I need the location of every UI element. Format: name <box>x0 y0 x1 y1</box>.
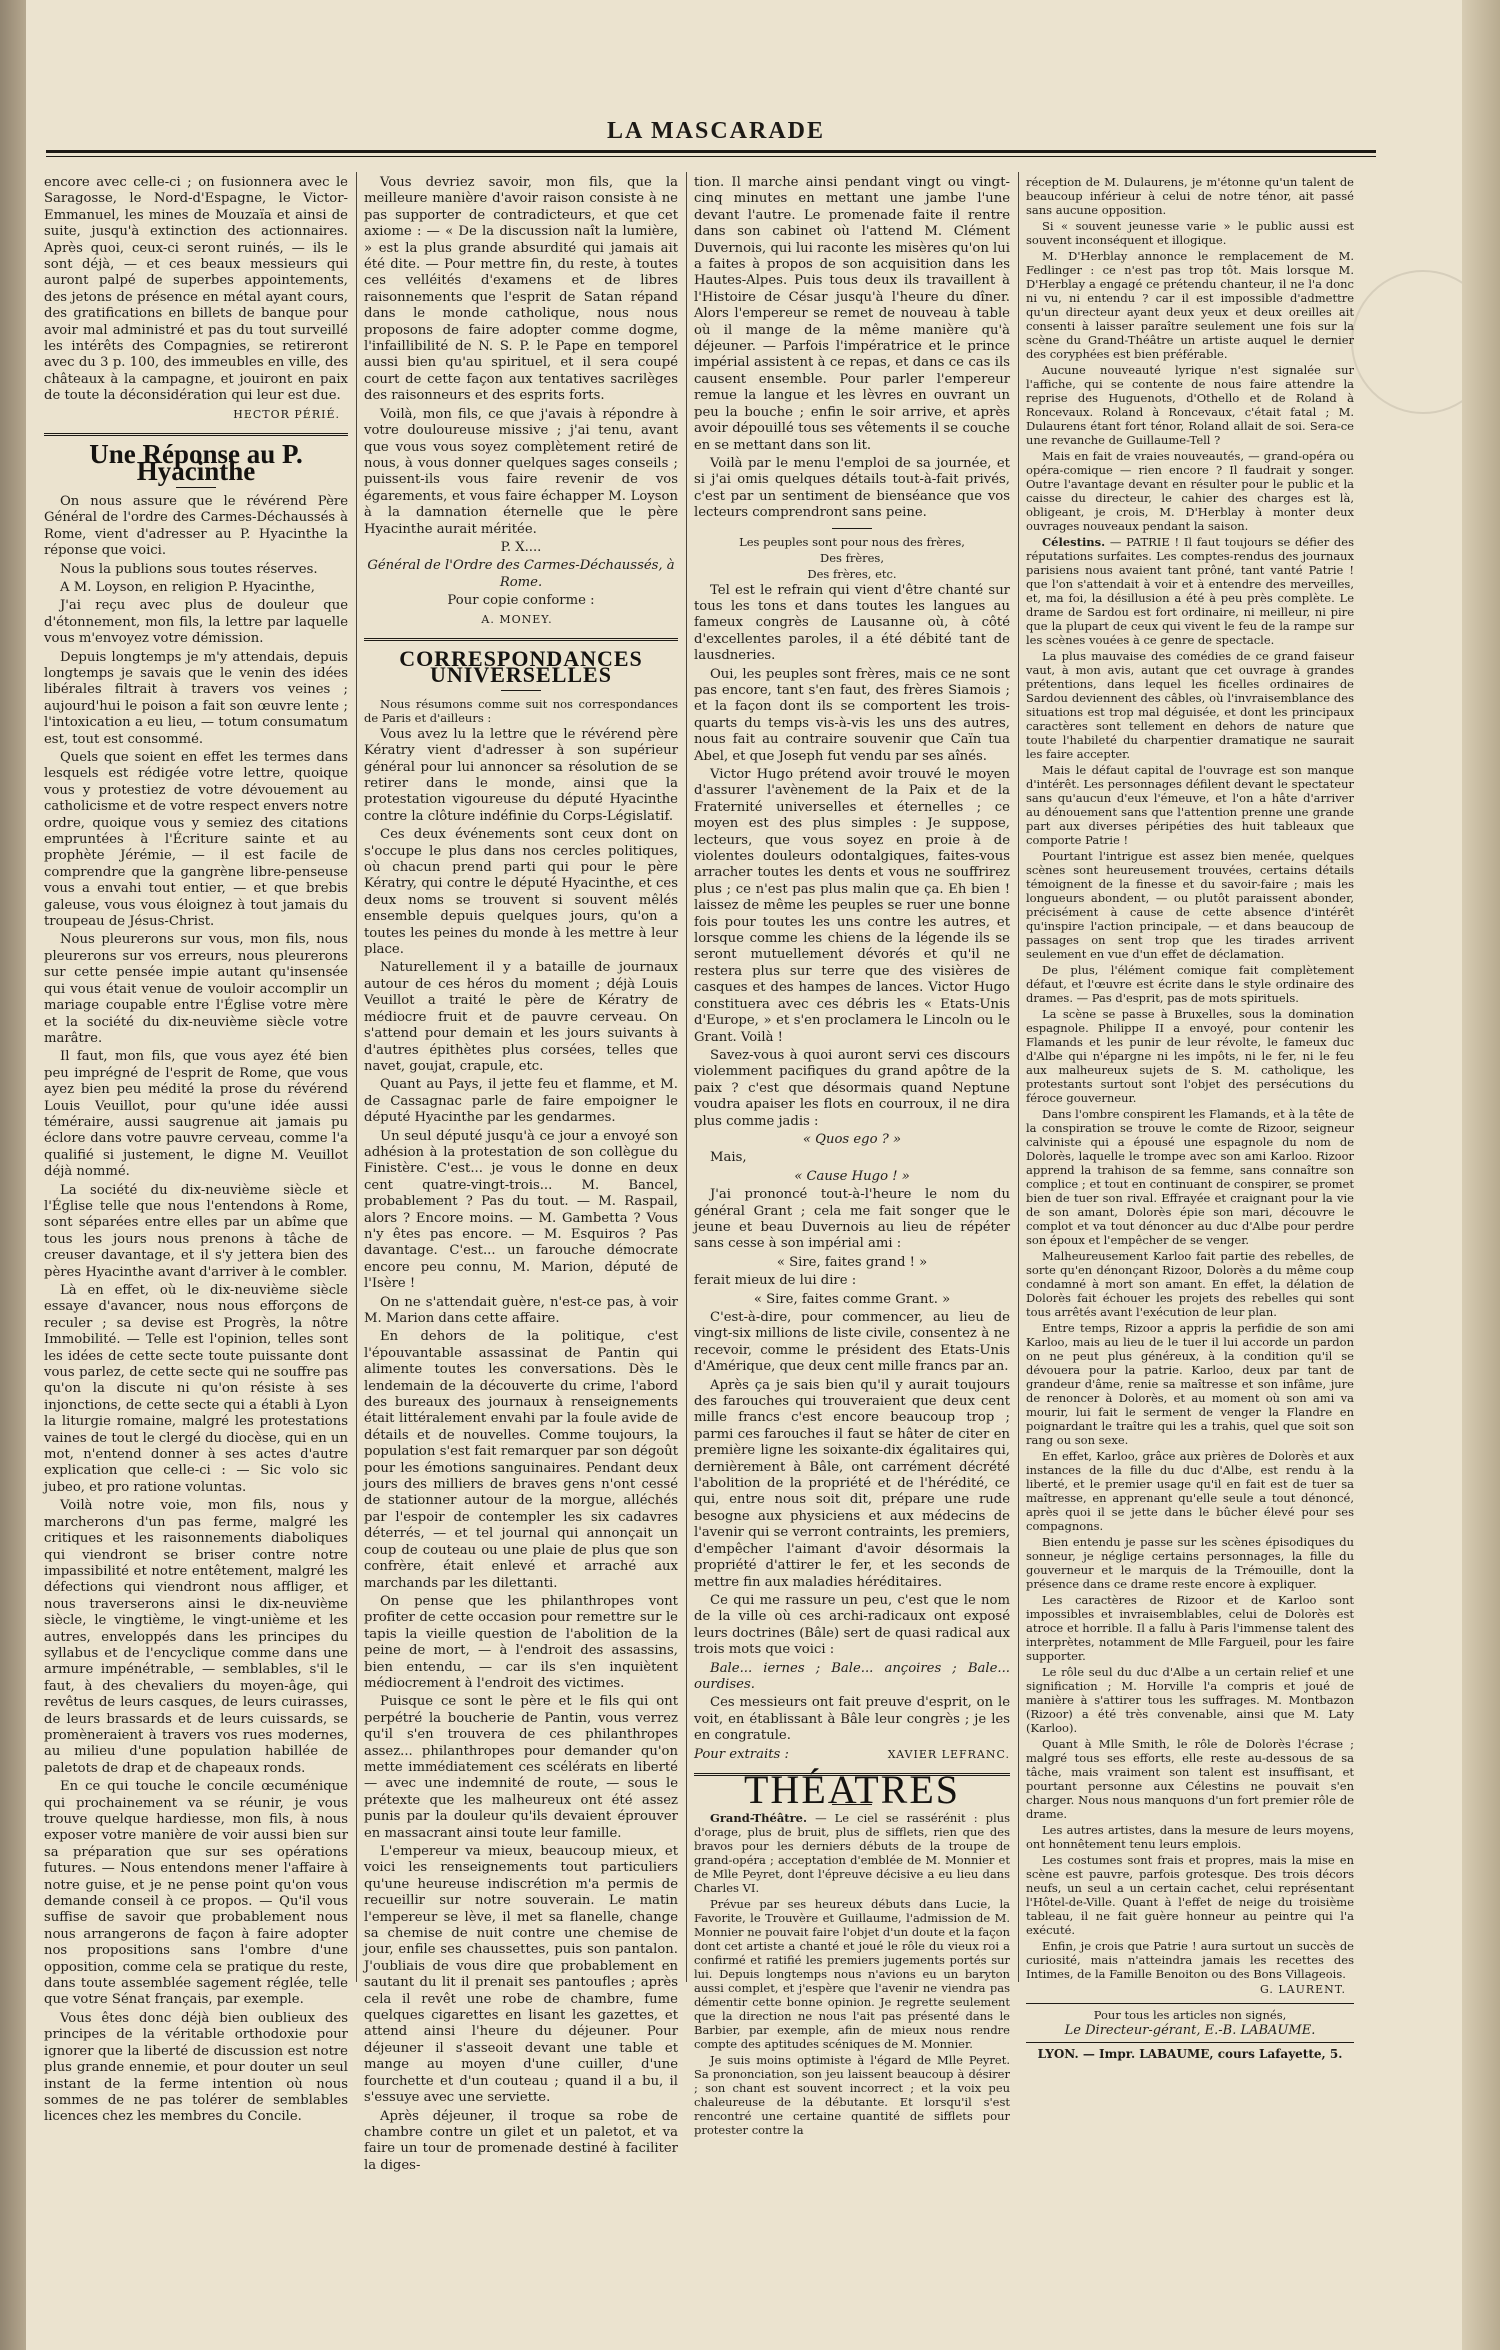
extracts-signature: XAVIER LEFRANC. <box>887 1747 1010 1761</box>
signature-title: Général de l'Ordre des Carmes-Déchaussés, à Rome. <box>367 558 675 590</box>
article-text: Vous devriez savoir, mon fils, que la meilleure manière d'avoir raison consiste à ne pas supporter de contradicteurs, et que cet axiome : — « De la discussion naît la lumière, » est la plus grande absurdité qui jamais ait été dite. — Pour mettre fin, du reste, à toutes ces velléités d'examens et de libres raisonnements que l'esprit de Satan répand dans le monde catholique, nous nous proposons de faire adopter comme dogme, l'infaillibilité de N. S. P. le Pape en temporel aussi bien qu'au spirituel, et il sera coupé court de cette façon aux tentatives sacrilèges des raisonneurs et des esprits forts. <box>364 175 678 404</box>
theatre-review-text: — Le ciel se rassérénit : plus d'orage, plus de bruit, plus de sifflets, rien que des bravos pour les derniers débuts de la troupe de grand-opéra ; acceptation d'emblée de M. Monnier et de Mlle Peyret, dont l'épreuve décisive a eu lieu dans Charles VI. <box>694 1811 1011 1896</box>
verse-line: Des frères, <box>819 550 884 565</box>
article-text: La société du dix-neuvième siècle et l'Église telle que nous l'entendons à Rome, sont séparées entre elles par un abîme que tous les jours nous prenons à tâche de creuser davantage, et il s'y jettera bien des pères Hyacinthe avant d'arriver à le combler. <box>44 1182 348 1280</box>
copy-note: Pour copie conforme : <box>447 593 595 609</box>
theatre-review-text: Dans l'ombre conspirent les Flamands, et à la tête de la conspiration se trouve le comte de Rizoor, seigneur calviniste qui a épousé une espagnole du nom de Dolorès, laquelle le trompe avec son ami Karloo. Rizoor apprend la trahison de sa femme, sans connaître son complice ; et tout en continuant de conspirer, se promet bien de tuer son rival. Effrayée et craignant pour la vie de son amant, Dolorès épie son mari, découvre le complot et va tout dénoncer au duc d'Albe pour perdre son époux et l'empêcher de se venger. <box>1026 1107 1354 1247</box>
article-text: Là en effet, où le dix-neuvième siècle essaye d'avancer, nous nous efforçons de reculer ; sa devise est Progrès, la nôtre Immobilité. — Telle est l'opinion, telles sont les idées de cette secte toute puissante dont vous parlez, de cette secte qui ne souffre pas qu'on la discute ni qu'on résiste à ses injonctions, de cette secte qui a établi à Lyon la liturgie romaine, malgré les protestations vaines de tout le clergé du diocèse, qui en un mot, n'entend donner à ses actes d'autre explication que celle-ci : — Sic volo sic jubeo, et pro ratione voluntas. <box>44 1283 348 1495</box>
column-divider <box>686 172 687 1982</box>
footer-rule <box>1026 2042 1354 2043</box>
theatre-review-text: Prévue par ses heureux débuts dans Lucie, la Favorite, le Trouvère et Guillaume, l'admission de M. Monnier ne pouvait faire l'objet d'un doute et la façon dont cet artiste a chanté et joué le rôle du vieux roi a confirmé et ratifié les premiers jugements portés sur lui. Depuis longtemps nous n'avions eu un baryton aussi complet, et j'espère que l'avenir ne viendra pas démentir cette bonne opinion. Je regrette seulement que la direction ne nous l'ait pas présenté dans le Barbier, par exemple, afin de mieux nous rendre compte des aptitudes scéniques de M. Monnier. <box>694 1897 1010 2052</box>
article-text: Vous êtes donc déjà bien oublieux des principes de la véritable orthodoxie pour ignorer que la liberté de discussion est notre plus grande ennemie, et pour douter un seul instant de la ferme intention où nous sommes de ne pas tolérer de semblables licences chez les membres du Concile. <box>44 2010 348 2125</box>
column-1 <box>44 175 348 2125</box>
section-rule <box>364 638 678 641</box>
article-text: Quant au Pays, il jette feu et flamme, et M. de Cassagnac parle de faire empoigner le député Hyacinthe par les gendarmes. <box>364 1077 678 1126</box>
article-text: Quels que soient en effet les termes dans lesquels est rédigée votre lettre, quoique vous y protestiez de votre dévouement au catholicisme et de votre respect envers notre ordre, quoique vous y semiez des citations empruntées à l'Écriture sainte et au prophète Jérémie, — il est facile de comprendre que la gangrène libre-penseuse vous a envahi tout entier, — et que brebis galeuse, vous vous éloignez à tout jamais du troupeau de Jésus-Christ. <box>44 750 348 930</box>
theatre-review-text: Je suis moins optimiste à l'égard de Mlle Peyret. Sa prononciation, son jeu laissent beaucoup à désirer ; son chant est souvent incorrect ; et la voix peu chaleureuse de la débutante. Et lorsqu'il s'est rencontré une certaine quantité de sifflets pour protester contre la <box>694 2053 1010 2138</box>
editor-credit: Le Directeur-gérant, E.-B. LABAUME. <box>1064 2023 1316 2038</box>
theatre-review-text: Si « souvent jeunesse varie » le public aussi est souvent inconséquent et illogique. <box>1026 219 1354 247</box>
theatre-review-text: Entre temps, Rizoor a appris la perfidie de son ami Karloo, mais au lieu de le tuer il lui accorde un pardon on ne peut plus généreux, à la condition qu'il se dévouera pour la patrie. Karloo, deux par tant de grandeur d'âme, renie sa maîtresse et son infâme, jure de renoncer à Dolorès, et au moment où son ami va mourir, lui fait le serment de venger la Flandre en poignardant le traître qui les a trahis, quel que soit son rang ou son sexe. <box>1026 1321 1354 1447</box>
theatre-review-text: Bien entendu je passe sur les scènes épisodiques du sonneur, je néglige certains personnages, la fille du gouverneur et le marquis de la Trémouille, dont la présence dans ce drame reste encore à expliquer. <box>1026 1535 1354 1591</box>
column-divider <box>356 172 357 1982</box>
article-text: J'ai prononcé tout-à-l'heure le nom du général Grant ; cela me fait songer que le jeune et beau Duvernois au lieu de répéter sans cesse à son impérial ami : <box>694 1187 1010 1252</box>
column-4 <box>1026 175 1355 2061</box>
theatre-review <box>694 1811 1010 1895</box>
theatre-review-text: La plus mauvaise des comédies de ce grand faiseur vaut, à mon avis, autant que cet ouvrage à grandes prétentions, dans lequel les ficelles ordinaires de Sardou deviennent des câbles, où l'invraisemblance des situations est trop mal déguisée, et dont les principaux caractères sont tellement en dehors de nature que toute l'habileté du charpentier dramatique ne saurait les faire accepter. <box>1026 649 1354 761</box>
theatre-review-text: Les caractères de Rizoor et de Karloo sont impossibles et invraisemblables, celui de Dolorès est atroce et horrible. Il a fallu à Paris l'immense talent des interprètes, notamment de Mlle Fargueil, pour les faire supporter. <box>1026 1593 1354 1663</box>
theatre-name: Célestins. <box>1042 535 1106 549</box>
copy-signature: A. MONEY. <box>481 612 553 626</box>
article-text: Nous pleurerons sur vous, mon fils, nous pleurerons sur vos erreurs, nous pleurerons sur cette pensée impie autant qu'insensée qui vous était venue de vouloir accomplir un mariage coupable entre l'Église votre mère et la société du dix-neuvième siècle votre marâtre. <box>44 932 348 1046</box>
article-text: Voilà par le menu l'emploi de sa journée, et si j'ai omis quelques détails tout-à-fait privés, c'est par un sentiment de bienséance que vos lecteurs comprendront sans peine. <box>694 455 1010 521</box>
column-3 <box>694 175 1011 2138</box>
article-text: Naturellement il y a bataille de journaux autour de ces héros du moment ; déjà Louis Veuillot a traité le père de Kératry de médiocre fruit et de pauvre cerveau. On s'attend pour demain et les jours suivants à d'autres épithètes plus corsées, telles que navet, goujat, crapule, etc. <box>364 960 678 1074</box>
article-text: Mais, <box>710 1150 747 1166</box>
quotation: « Quos ego ? » <box>802 1131 902 1147</box>
theatre-review-text: Les costumes sont frais et propres, mais la mise en scène est pauvre, parfois grotesque. Des trois décors neufs, un seul a un certain cachet, celui représentant l'Hôtel-de-Ville. Quant à l'effet de neige du troisième tableau, il ne fait guère honneur au peintre qui l'a exécuté. <box>1026 1853 1354 1937</box>
footer-rule <box>1026 2003 1354 2004</box>
article-text: encore avec celle-ci ; on fusionnera avec le Saragosse, le Nord-d'Espagne, le Victor-Emmanuel, les mines de Mouzaïa et ainsi de suite, jusqu'à extinction des actionnaires. Après quoi, ceux-ci seront ruinés, — ils le sont déjà, — et ces beaux messieurs qui auront palpé de superbes appointements, des jetons de présence en métal ayant cours, des gratifications en billets de banque pour avoir mal administré et pas du tout surveillé les intérêts des Compagnies, se retireront avec du 3 p. 100, des immeubles en ville, des châteaux à la campagne, et jouiront en paix de toute la déconsidération qui leur est due. <box>44 175 348 404</box>
article-text: Depuis longtemps je m'y attendais, depuis longtemps je savais que le venin des idées libérales filtrait à travers vos veines ; aujourd'hui le poison a fait son œuvre lente ; l'intoxication a eu lieu, — totum consumatum est, tout est consommé. <box>44 649 348 747</box>
article-text: Puisque ce sont le père et le fils qui ont perpétré la boucherie de Pantin, vous verrez qu'il s'en trouvera de ces philanthropes assez... philanthropes pour demander qu'on mette immédiatement ces scélérats en liberté — avec une indemnité de route, — sous le prétexte que les malheureux ont été assez punis par la douleur qu'ils devaient éprouver en massacrant ainsi toute leur famille. <box>364 1694 678 1841</box>
article-text: J'ai reçu avec plus de douleur que d'étonnement, mon fils, la lettre par laquelle vous m'envoyez votre démission. <box>44 598 348 647</box>
theatre-review-text: Mais en fait de vraies nouveautés, — grand-opéra ou opéra-comique — rien encore ? Il faudrait y songer. Outre l'avantage devant en résulter pour le public et la caisse du directeur, le cahier des charges est là, obligeant, je crois, M. D'Herblay à monter deux ouvrages nouveaux pendant la saison. <box>1026 449 1354 533</box>
footer-note: Pour tous les articles non signés, <box>1093 2008 1287 2022</box>
theatre-review-text: En effet, Karloo, grâce aux prières de Dolorès et aux instances de la fille du duc d'Albe, est rendu à la liberté, et le premier usage qu'il en fait est de tuer sa maîtresse, en apprenant qu'elle seule a tout dénoncé, après quoi il se jette dans le bûcher élevé pour ses compagnons. <box>1026 1449 1354 1533</box>
theatre-review-text: Aucune nouveauté lyrique n'est signalée sur l'affiche, qui se contente de nous faire attendre la reprise des Huguenots, d'Othello et de Roland à Roncevaux. Roland à Roncevaux, c'était fatal ; M. Dulaurens étant fort ténor, Roland allait de soi. Sera-ce une revanche de Guillaume-Tell ? <box>1026 363 1354 447</box>
article-text: Nous la publions sous toutes réserves. <box>60 561 318 577</box>
article-text: ferait mieux de lui dire : <box>694 1273 857 1289</box>
theatre-review-text: Le rôle seul du duc d'Albe a un certain relief et une signification ; M. Horville l'a compris et joué de manière à s'attirer tous les suffrages. M. Montbazon (Rizoor) a été très convenable, ainsi que M. Laty (Karloo). <box>1026 1665 1354 1735</box>
article-text: Vous avez lu la lettre que le révérend père Kératry vient d'adresser à son supérieur général pour lui annoncer sa résolution de se retirer dans le monde, ainsi que la protestation vigoureuse du député Hyacinthe contre la clôture indéfinie du Corps-Législatif. <box>364 726 678 824</box>
article-text: L'empereur va mieux, beaucoup mieux, et voici les renseignements tout particuliers qu'une heureuse indiscrétion m'a permis de recueillir sur notre souverain. Le matin l'empereur se lève, il met sa flanelle, change sa chemise de nuit contre une chemise de jour, enfile ses chaussettes, puis son pantalon. J'oubliais de vous dire que probablement en sautant du lit il prenait ses pantoufles ; après cela il revêt une robe de chambre, fume quelques cigarettes en lisant les gazettes, et attend ainsi l'heure du déjeuner. Pour déjeuner il s'asseoit devant une table et mange au moyen d'une cuiller, d'une fourchette et d'un couteau ; quand il a bu, il s'essuye avec une serviette. <box>364 1844 678 2106</box>
quotation: « Sire, faites grand ! » <box>776 1254 928 1270</box>
signature: HECTOR PÉRIÉ. <box>233 407 340 421</box>
article-text: Ce qui me rassure un peu, c'est que le nom de la ville où ces archi-radicaux ont exposé leurs doctrines (Bâle) sert de quasi radical aux trois mots que voici : <box>694 1592 1010 1658</box>
article-text: On pense que les philanthropes vont profiter de cette occasion pour remettre sur le tapis la vieille question de l'abolition de la peine de mort, — à l'endroit des assassins, bien entendu, — car ils s'en inquiètent médiocrement à l'endroit des victimes. <box>364 1593 678 1691</box>
theatre-review <box>1026 535 1354 647</box>
verse-line: Les peuples sont pour nous des frères, <box>739 534 965 549</box>
column-2 <box>364 175 678 2173</box>
article-text: Après ça je sais bien qu'il y aurait toujours des farouches qui trouveraient que deux cent mille francs c'est encore beaucoup trop ; parmi ces farouches il faut se hâter de citer en première ligne les soixante-dix égalitaires qui, dernièrement à Bâle, ont carrément décrété l'abolition de la propriété et de l'hérédité, ce qui, entre nous soit dit, prépare une rude besogne aux physiciens et aux médecins de l'avenir qui se verront contraints, les premiers, d'empêcher l'aimant d'avoir désormais la propriété d'attirer le fer, et les seconds de mettre fin aux maladies héréditaires. <box>694 1377 1010 1590</box>
extracts-line <box>694 1747 1010 1763</box>
article-text: En dehors de la politique, c'est l'épouvantable assassinat de Pantin qui alimente toutes les conversations. Dès le lendemain de la découverte du crime, l'abord des bureaux des journaux à renseignements était littéralement envahi par la foule avide de détails et de nouvelles. Comme toujours, la population s'est fait remarquer par son dégoût pour les émotions sanguinaires. Pendant deux jours des milliers de braves gens n'ont cessé de stationner autour de la morgue, alléchés par l'espoir de contempler les six cadavres déterrés, — et tel journal qui annonçait un coup de couteau ou une plaie de plus que son confrère, était enlevé et arraché aux marchands par les dilettanti. <box>364 1329 678 1591</box>
verse-line: Des frères, etc. <box>807 566 897 581</box>
theatre-review-text: De plus, l'élément comique fait complètement défaut, et l'œuvre est écrite dans le style ordinaire des drames. — Pas d'esprit, pas de mots spirituels. <box>1026 963 1354 1005</box>
newspaper-page <box>26 0 1500 2350</box>
theatre-review-text: M. D'Herblay annonce le remplacement de M. Fedlinger : ce n'est pas trop tôt. Mais lorsque M. D'Herblay a engagé ce prétendu chanteur, il ne l'a donc ni vu, ni entendu ? car il est impossible d'admettre qu'un directeur ayant deux yeux et deux oreilles ait consenti à laisser paraître seulement une fois sur la scène du Grand-Théâtre un artiste auquel le dernier des coryphées est bien préférable. <box>1026 249 1354 361</box>
article-text: Tel est le refrain qui vient d'être chanté sur tous les tons et dans toutes les langues au fameux congrès de Lausanne où, à côté d'excellentes paroles, il a été débité tant de lausdneries. <box>694 582 1010 664</box>
theatre-review-text: Mais le défaut capital de l'ouvrage est son manque d'intérêt. Les personnages défilent devant le spectateur sans qu'aucun d'eux l'émeuve, et l'on a hâte d'arriver au dénouement sans que l'attention prenne une grande part aux diverses péripéties des huit tableaux que comporte Patrie ! <box>1026 763 1354 847</box>
theatre-review-text: Les autres artistes, dans la mesure de leurs moyens, ont honnêtement tenu leurs emplois. <box>1026 1823 1354 1851</box>
section-title: CORRESPONDANCES UNIVERSELLES <box>399 645 643 688</box>
theatre-name: Grand-Théâtre. <box>710 1811 807 1826</box>
quotation: « Cause Hugo ! » <box>794 1168 910 1184</box>
article-text: Oui, les peuples sont frères, mais ce ne sont pas encore, tant s'en faut, des frères Siamois ; et la façon dont ils se comportent les trois-quarts du temps vis-à-vis les uns des autres, nous fait au contraire souvenir que Caïn tua Abel, et que Joseph fut vendu par ses aînés. <box>694 666 1010 764</box>
theatres-title: THÉATRES <box>744 1766 960 1812</box>
article-text: On nous assure que le révérend Père Général de l'ordre des Carmes-Déchaussés à Rome, vient d'adresser au P. Hyacinthe la réponse que voici. <box>44 493 348 559</box>
article-text: En ce qui touche le concile œcuménique qui prochainement va se réunir, je vous trouve quelque hardiesse, mon fils, à nous exposer votre manière de voir aussi bien sur sa préparation que sur ses opérations futures. — Nous entendons mener l'affaire à notre guise, et je ne pense point qu'on vous demande conseil à ce propos. — Qu'il vous suffise de savoir que probablement nous nous arrangerons de façon à faire adopter nos propositions sans l'ombre d'une opposition, comme cela se pratique du reste, dans toute assemblée sagement réglée, telle que votre Sénat français, par exemple. <box>44 1779 348 2008</box>
theatre-review-text: — PATRIE ! Il faut toujours se défier des réputations surfaites. Les comptes-rendus des journaux parisiens nous avaient tant prôné, tant vanté Patrie ! que l'on s'attendait à voir et à entendre des merveilles, et, ma foi, la désillusion a été à peu près complète. Le drame de Sardou est fort ordinaire, ni meilleur, ni pire que la plupart de ceux qui vivent le feu de la rampe sur les scènes vouées à ce genre de spectacle. <box>1026 535 1355 647</box>
theatre-review-text: Quant à Mlle Smith, le rôle de Dolorès l'écrase ; malgré tous ses efforts, elle reste au-dessous de sa tâche, mais vraiment son talent est insuffisant, et pourtant personne aux Célestins ne pouvait s'en charger. Nous nous manquons d'un fort premier rôle de drame. <box>1026 1737 1354 1821</box>
printer-line: LYON. — Impr. LABAUME, cours Lafayette, 5. <box>1037 2047 1343 2061</box>
article-text: Voilà, mon fils, ce que j'avais à répondre à votre douloureuse missive ; j'ai tenu, avant que vous vous soyez complètement retiré de nous, à vous donner quelques sages conseils ; puissent-ils vous faire revenir de vos égarements, et vous faire échapper M. Loyson à la damnation éternelle que le père Hyacinthe aurait méritée. <box>364 406 678 537</box>
masthead-rule <box>46 150 1376 153</box>
theatre-review-text: La scène se passe à Bruxelles, sous la domination espagnole. Philippe II a envoyé, pour contenir les Flamands et les punir de leur révolte, le fameux duc d'Albe qui n'épargne ni les impôts, ni le fer, ni le feu aux malheureux sujets de S. M. catholique, les protestants surtout sont l'objet des persécutions du féroce gouverneur. <box>1026 1007 1354 1105</box>
theatre-review-text: Enfin, je crois que Patrie ! aura surtout un succès de curiosité, mais n'atteindra jamais les recettes des Intimes, de la Famille Benoiton ou des Bons Villageois. <box>1026 1939 1354 1981</box>
short-rule <box>501 690 541 691</box>
article-text: tion. Il marche ainsi pendant vingt ou vingt-cinq minutes en mettant une jambe l'une devant l'autre. Le promenade faite il rentre dans son cabinet où l'attend M. Clément Duvernois, qui lui raconte les misères qu'on lui a faites à propos de son acquisition dans les Hautes-Alpes. Puis tous deux ils travaillent à l'Histoire de César jusqu'à l'heure du dîner. Alors l'empereur se remet de nouveau à table où il mange de la même manière qu'à déjeuner. — Parfois l'impératrice et le prince impérial assistent à ce repas, et dans ce cas ils causent ensemble. Pour parler l'empereur remue la langue et les lèvres en ouvrant un peu la bouche ; enfin le soir arrive, et après avoir dépouillé tous ses vêtements il se couche en se mettant dans son lit. <box>694 175 1010 453</box>
article-text: Savez-vous à quoi auront servi ces discours violemment pacifiques du grand apôtre de la paix ? c'est que désormais quand Neptune voudra apaiser les flots en courroux, il ne dira plus comme jadis : <box>694 1047 1010 1129</box>
masthead-rule-thin <box>46 156 1376 157</box>
article-text: Après déjeuner, il troque sa robe de chambre contre un gilet et un paletot, et va faire un tour de promenade destiné à faciliter la diges- <box>364 2108 678 2173</box>
masthead: LA MASCARADE <box>606 118 825 144</box>
quotation: « Sire, faites comme Grant. » <box>753 1291 951 1307</box>
section-intro: Nous résumons comme suit nos correspondances de Paris et d'ailleurs : <box>364 696 678 725</box>
theatre-review-text: Malheureusement Karloo fait partie des rebelles, de sorte qu'en dénonçant Rizoor, Dolorès a du même coup condamné à mort son amant. En effet, la délation de Dolorès fait échouer les projets des rebelles qui sont tous arrêtés avant l'exécution de leur plan. <box>1026 1249 1354 1319</box>
article-text: Il faut, mon fils, que vous ayez été bien peu imprégné de l'esprit de Rome, que vous ayez bien peu médité la prose du révérend Louis Veuillot, pour qu'une idée aussi téméraire, aussi saugrenue ait jamais pu éclore dans votre pauvre cerveau, comme l'a qualifié si justement, le digne M. Veuillot déjà nommé. <box>44 1049 348 1180</box>
page-edge <box>1462 0 1500 2350</box>
review-signature: G. LAURENT. <box>1259 1983 1346 1996</box>
article-text: On ne s'attendait guère, n'est-ce pas, à voir M. Marion dans cette affaire. <box>364 1294 678 1326</box>
article-text: C'est-à-dire, pour commencer, au lieu de vingt-six millions de liste civile, consentez à ne recevoir, comme le président des Etats-Unis d'Amérique, que deux cent mille francs par an. <box>694 1310 1010 1375</box>
theatre-review-text: réception de M. Dulaurens, je m'étonne qu'un talent de beaucoup inférieur à celui de notre ténor, ait passé sans aucune opposition. <box>1026 175 1354 217</box>
article-text: Ces messieurs ont fait preuve d'esprit, on le voit, en établissant à Bâle leur congrès ; je les en congratule. <box>694 1695 1010 1744</box>
article-text: Bale... iernes ; Bale... ançoires ; Bale... ourdises. <box>694 1660 1010 1692</box>
signature: P. X.... <box>500 539 542 555</box>
short-rule <box>176 487 216 488</box>
article-text: Voilà notre voie, mon fils, nous y marcherons d'un pas ferme, malgré les critiques et les raisonnements diaboliques qui viendront se briser contre notre impassibilité et notre entêtement, malgré les défections qui viendront nous affliger, et nous traverserons ainsi le dix-neuvième siècle, le vingtième, le vingt-unième et les autres, enveloppés dans les principes du syllabus et de l'encyclique comme dans une armure impénétrable, — semblables, s'il le faut, à des chevaliers du moyen-âge, qui revêtus de leurs casques, de leurs cuirasses, de leurs brassards et de leurs cuissards, se promèneraient à travers vos rues modernes, au milieu d'une population habillée de paletots de drap et de chapeaux ronds. <box>44 1498 348 1776</box>
article-text: Victor Hugo prétend avoir trouvé le moyen d'assurer l'avènement de la Paix et de la Fraternité universelles et éternelles ; ce moyen est des plus simples : Je suppose, lecteurs, que vous soyez en proie à de violentes douleurs odontalgiques, faites-vous arracher toutes les dents et vous ne souffrirez plus ; ce n'est pas plus malin que ça. Eh bien ! laissez de même les peuples se ruer une bonne fois pour toutes les uns contre les autres, et lorsque comme les chiens de la légende ils se seront mutuellement dévorés et qu'il ne restera plus sur terre que des visières de casques et des hampes de lances. Victor Hugo constituera avec ces débris les « Etats-Unis d'Europe, » et s'en proclamera le Lincoln ou le Grant. Voilà ! <box>694 767 1010 1045</box>
article-text: Un seul député jusqu'à ce jour a envoyé son adhésion à la protestation de son collègue du Finistère. C'est... je vous le donne en deux cent quatre-vingt-trois... M. Bancel, probablement ? Pas du tout. — M. Raspail, alors ? Encore moins. — M. Gambetta ? Vous n'y êtes pas encore. — M. Esquiros ? Pas davantage. C'est... un farouche démocrate encore peu connu, M. Marion, député de l'Isère ! <box>364 1128 678 1292</box>
article-title: Une Réponse au P. Hyacinthe <box>89 439 303 486</box>
extracts-label: Pour extraits : <box>694 1746 789 1762</box>
theatre-review-text: Pourtant l'intrigue est assez bien menée, quelques scènes sont heureusement trouvées, certains détails témoignent de la finesse et du savoir-faire ; mais les longueurs abondent, — ou plutôt paraissent abonder, précisément à cause de cette absence d'intérêt qu'inspire l'action principale, — et dans beaucoup de passages on sent trop que les tirades arrivent seulement en vue d'un effet de déclamation. <box>1026 849 1354 961</box>
article-text: Ces deux événements sont ceux dont on s'occupe le plus dans nos cercles politiques, où chacun prend parti qui pour le père Kératry, qui contre le député Hyacinthe, et ces deux noms se trouvent si souvent mêlés ensemble depuis quelques jours, qu'on a toutes les peines du monde à les mettre à leur place. <box>364 827 678 958</box>
salutation: A M. Loyson, en religion P. Hyacinthe, <box>60 579 315 595</box>
column-divider <box>1018 172 1019 1982</box>
section-rule <box>44 433 348 436</box>
short-rule <box>832 528 872 529</box>
